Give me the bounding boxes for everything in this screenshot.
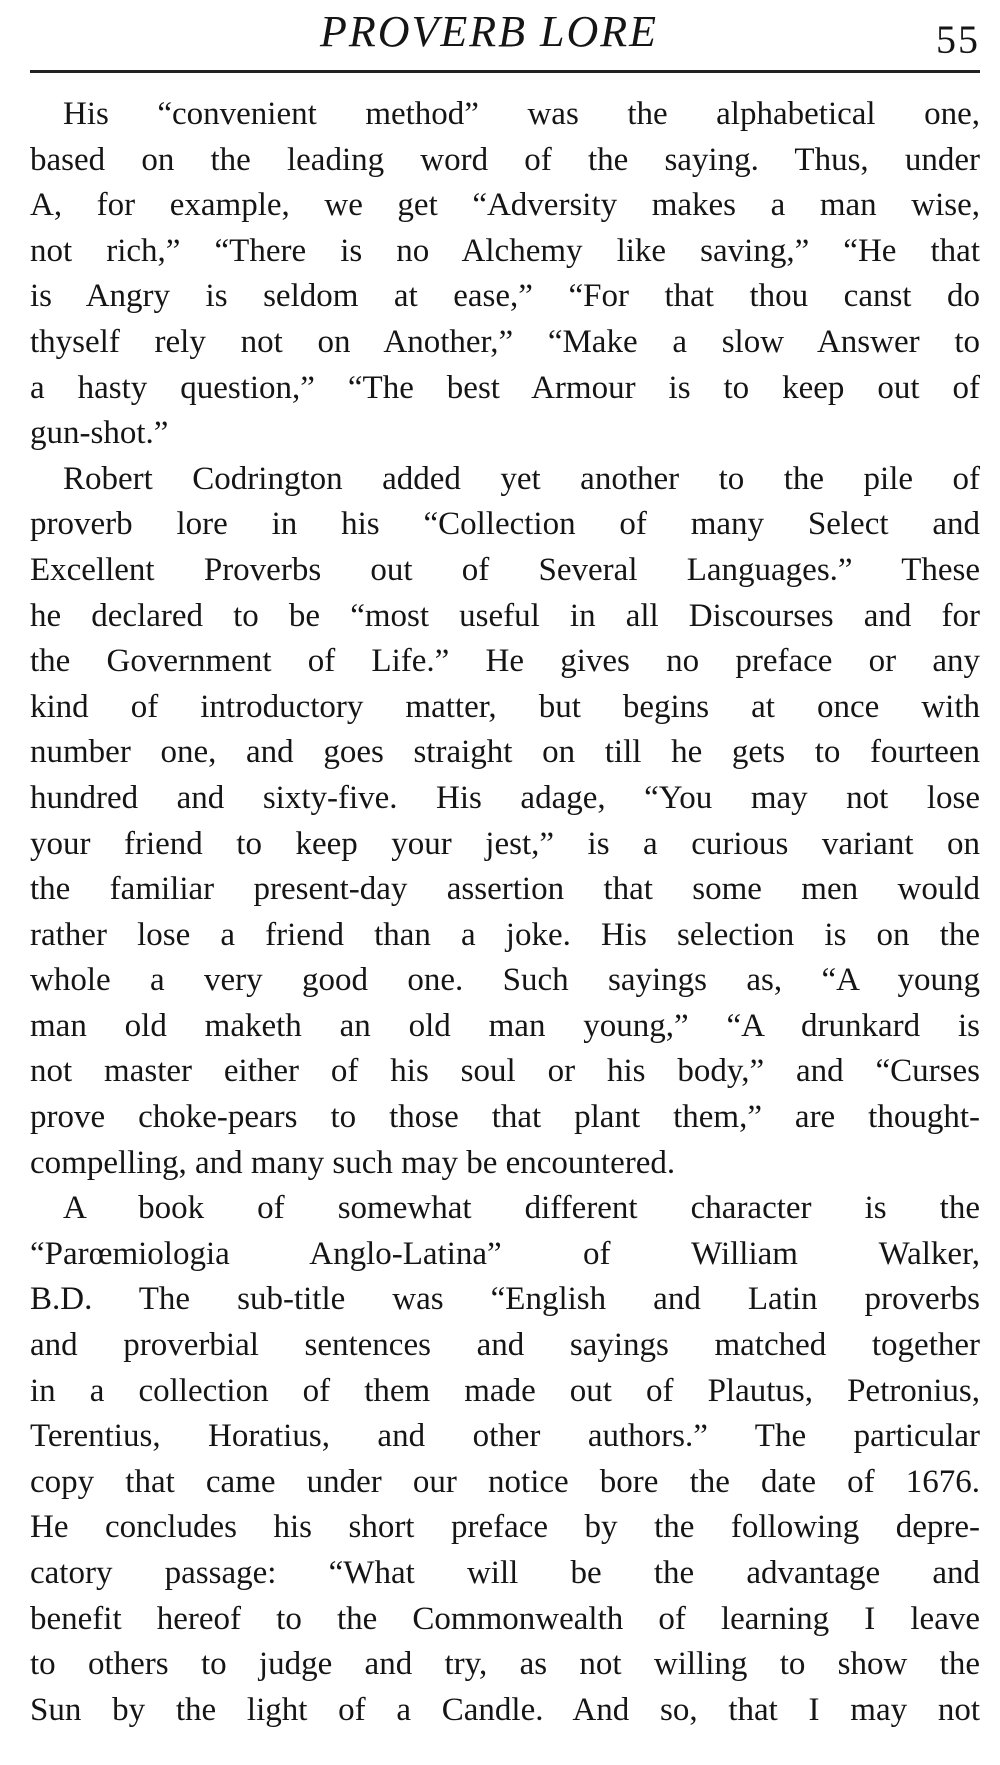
text-line: prove choke-pears to those that plant them,” are thought-	[30, 1099, 980, 1136]
text-line: not master either of his soul or his body,” and “Curses	[30, 1053, 980, 1090]
body-text	[30, 92, 980, 1733]
text-line: the familiar present-day assertion that some men would	[30, 871, 980, 908]
text-line: thyself rely not on Another,” “Make a slow Answer to	[30, 323, 980, 360]
text-line: He concludes his short preface by the following depre-	[30, 1509, 980, 1546]
text-line: Excellent Proverbs out of Several Languages.” These	[30, 551, 980, 588]
page-number: 55	[936, 17, 980, 62]
text-line: the Government of Life.” He gives no preface or any	[30, 643, 980, 680]
text-line: compelling, and many such may be encountered.	[30, 1144, 676, 1181]
text-line: rather lose a friend than a joke. His selection is on the	[30, 916, 980, 953]
text-line: copy that came under our notice bore the date of 1676.	[30, 1463, 980, 1500]
text-line: whole a very good one. Such sayings as, “A young	[30, 962, 980, 999]
text-line: A book of somewhat different character is the	[63, 1190, 980, 1227]
text-line: gun-shot.”	[30, 415, 169, 452]
text-line: proverb lore in his “Collection of many Select and	[30, 506, 980, 543]
text-line: man old maketh an old man young,” “A drunkard is	[30, 1007, 980, 1044]
text-line: kind of introductory matter, but begins at once with	[30, 688, 980, 725]
text-line: a hasty question,” “The best Armour is to keep out of	[30, 369, 980, 406]
text-line: “Parœmiologia Anglo-Latina” of William Walker,	[30, 1235, 980, 1272]
header-rule	[30, 70, 980, 73]
text-line: B.D. The sub-title was “English and Latin proverbs	[30, 1281, 980, 1318]
text-line: to others to judge and try, as not willing to show the	[30, 1646, 980, 1683]
text-line: catory passage: “What will be the advantage and	[30, 1555, 980, 1591]
text-line: Sun by the light of a Candle. And so, that I may not	[30, 1691, 980, 1728]
running-title: PROVERB LORE	[320, 7, 659, 56]
text-line: based on the leading word of the saying. Thus, under	[30, 141, 980, 178]
text-line: His “convenient method” was the alphabetical one,	[63, 96, 980, 132]
text-line: in a collection of them made out of Plautus, Petronius,	[30, 1372, 980, 1409]
text-line: A, for example, we get “Adversity makes a man wise,	[30, 187, 980, 224]
running-head	[30, 0, 980, 70]
text-line: hundred and sixty-five. His adage, “You may not lose	[30, 779, 980, 816]
text-line: not rich,” “There is no Alchemy like saving,” “He that	[30, 232, 980, 269]
text-line: and proverbial sentences and sayings matched together	[30, 1327, 980, 1364]
text-line: he declared to be “most useful in all Discourses and for	[30, 597, 980, 634]
text-line: benefit hereof to the Commonwealth of learning I leave	[30, 1600, 980, 1637]
text-line: is Angry is seldom at ease,” “For that thou canst do	[30, 278, 980, 315]
text-line: your friend to keep your jest,” is a curious variant on	[30, 825, 980, 862]
text-line: Robert Codrington added yet another to the pile of	[63, 460, 980, 497]
text-line: number one, and goes straight on till he gets to fourteen	[30, 734, 980, 771]
text-line: Terentius, Horatius, and other authors.” The particular	[30, 1418, 980, 1455]
